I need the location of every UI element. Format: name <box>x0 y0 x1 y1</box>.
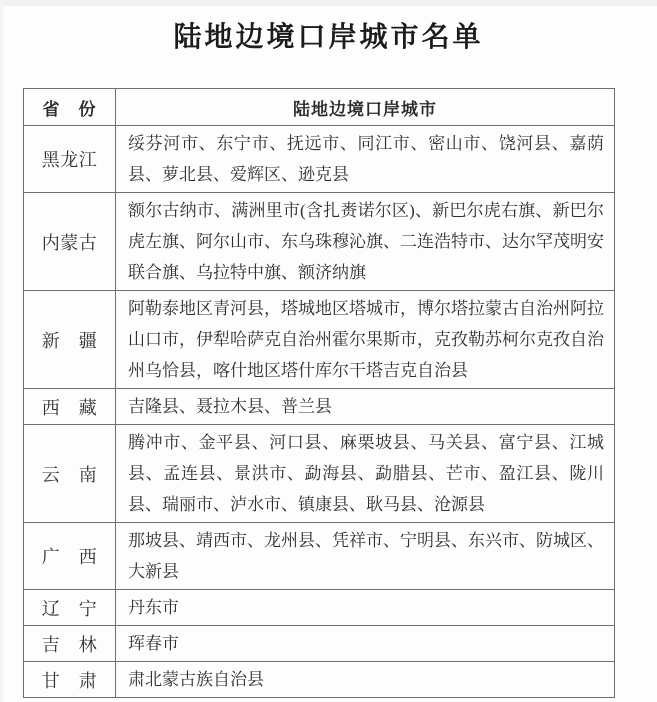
border-cities-table <box>23 88 615 698</box>
province-cell: 云 南 <box>24 425 116 523</box>
table-row <box>24 389 615 425</box>
table-row <box>24 662 615 698</box>
table-row <box>24 126 615 193</box>
province-cell: 辽 宁 <box>24 590 116 626</box>
table-row <box>24 291 615 389</box>
table-row <box>24 425 615 523</box>
cities-cell: 绥芬河市、东宁市、抚远市、同江市、密山市、饶河县、嘉荫县、萝北县、爱辉区、逊克县 <box>116 126 615 193</box>
province-cell: 新 疆 <box>24 291 116 389</box>
province-cell: 吉 林 <box>24 626 116 662</box>
province-cell: 内蒙古 <box>24 193 116 291</box>
cities-column-header: 陆地边境口岸城市 <box>116 89 615 126</box>
table-row <box>24 523 615 590</box>
table-header-row <box>24 89 615 126</box>
province-cell: 西 藏 <box>24 389 116 425</box>
scan-edge-artifact-left <box>0 0 3 702</box>
cities-cell: 肃北蒙古族自治县 <box>116 662 615 698</box>
table-row <box>24 626 615 662</box>
cities-cell: 吉隆县、聂拉木县、普兰县 <box>116 389 615 425</box>
cities-cell: 那坡县、靖西市、龙州县、凭祥市、宁明县、东兴市、防城区、大新县 <box>116 523 615 590</box>
province-cell: 广 西 <box>24 523 116 590</box>
table-body <box>24 126 615 698</box>
province-column-header: 省 份 <box>24 89 116 126</box>
scan-edge-artifact-top <box>0 0 657 6</box>
province-cell: 甘 肃 <box>24 662 116 698</box>
cities-cell: 丹东市 <box>116 590 615 626</box>
cities-cell: 额尔古纳市、满洲里市(含扎赉诺尔区)、新巴尔虎右旗、新巴尔虎左旗、阿尔山市、东乌珠穆沁旗、二连浩特市、达尔罕茂明安联合旗、乌拉特中旗、额济纳旗 <box>116 193 615 291</box>
table-row <box>24 590 615 626</box>
cities-cell: 腾冲市、金平县、河口县、麻栗坡县、马关县、富宁县、江城县、孟连县、景洪市、勐海县、勐腊县、芒市、盈江县、陇川县、瑞丽市、泸水市、镇康县、耿马县、沧源县 <box>116 425 615 523</box>
page-title: 陆地边境口岸城市名单 <box>173 22 484 53</box>
province-cell: 黑龙江 <box>24 126 116 193</box>
cities-cell: 阿勒泰地区青河县，塔城地区塔城市，博尔塔拉蒙古自治州阿拉山口市，伊犁哈萨克自治州霍尔果斯市，克孜勒苏柯尔克孜自治州乌恰县，喀什地区塔什库尔干塔吉克自治县 <box>116 291 615 389</box>
table-row <box>24 193 615 291</box>
cities-cell: 珲春市 <box>116 626 615 662</box>
